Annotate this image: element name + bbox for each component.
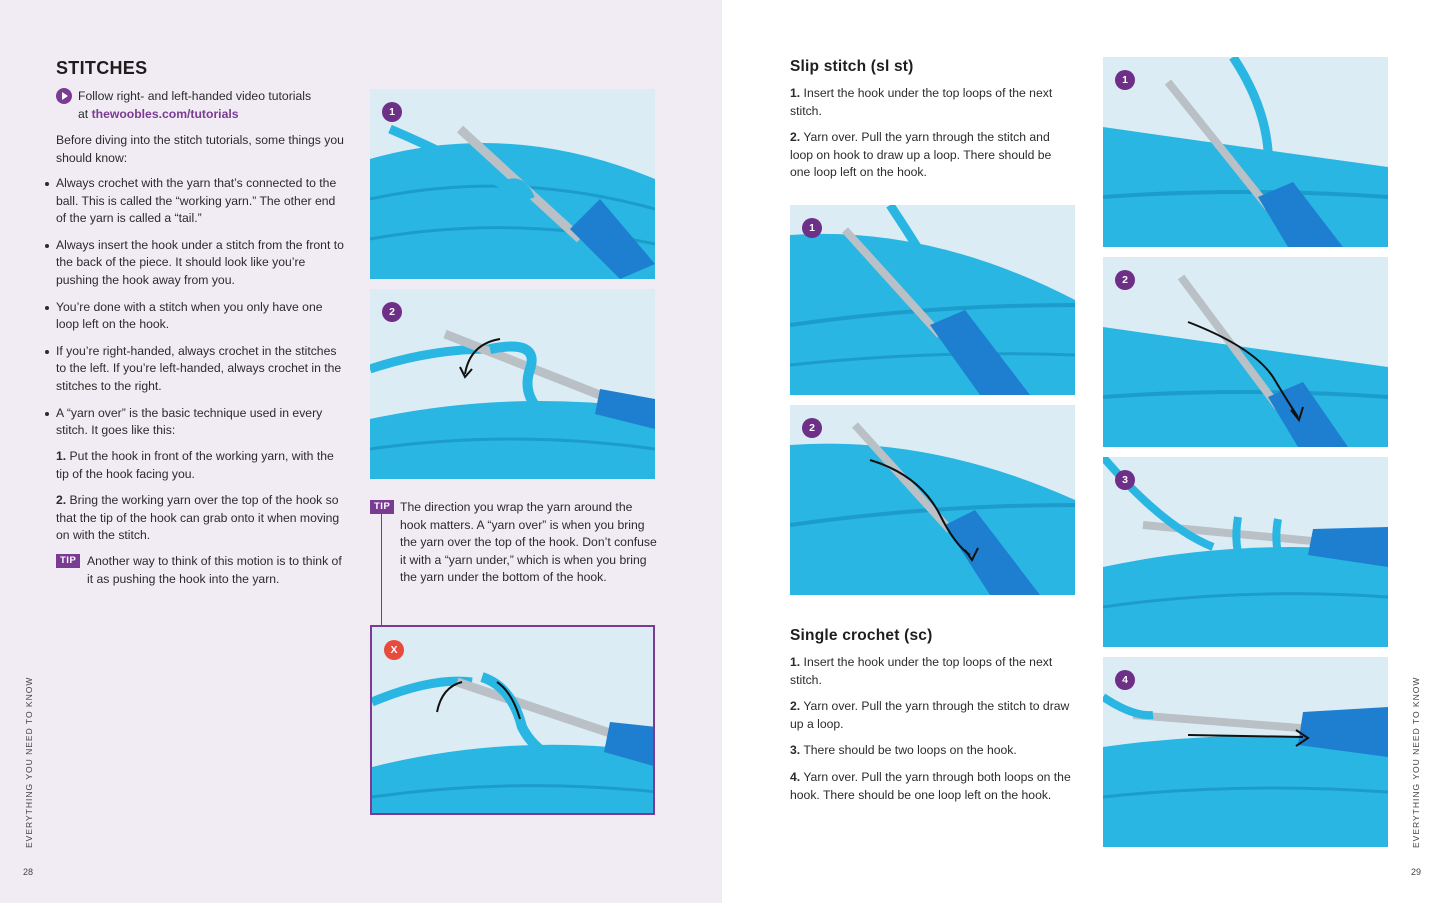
list-item: A “yarn over” is the basic technique used in every stitch. It goes like this:	[56, 405, 346, 440]
tutorial-link[interactable]: thewoobles.com/tutorials	[91, 106, 239, 121]
step-number-badge: 1	[802, 218, 822, 238]
wrong-badge: X	[384, 640, 404, 660]
step: 2. Yarn over. Pull the yarn through the stitch and loop on hook to draw up a loop. There should be one loop left on the hook.	[790, 130, 1052, 180]
intro-text: Before diving into the stitch tutorials, some things you should know:	[56, 133, 344, 165]
photo-single-crochet-2	[1103, 257, 1388, 447]
page-number: 29	[1411, 867, 1422, 877]
tip-text: Another way to think of this motion is to think of it as pushing the hook into the yarn.	[87, 554, 342, 586]
tip-badge: TIP	[370, 500, 394, 514]
photo-slip-stitch-2	[790, 405, 1075, 595]
tip-badge: TIP	[56, 554, 80, 568]
photo-single-crochet-1	[1103, 57, 1388, 247]
list-item: Always crochet with the yarn that’s connected to the ball. This is called the “working yarn.” The other end of the yarn is called a “tail.”	[56, 175, 346, 228]
step-number-badge: 2	[1115, 270, 1135, 290]
tip-connector-line	[381, 512, 382, 625]
list-item: If you’re right-handed, always crochet in the stitches to the left. If you’re left-handed, always crochet in the stitches to the right.	[56, 343, 346, 396]
side-label: EVERYTHING YOU NEED TO KNOW	[24, 676, 34, 848]
photo-single-crochet-4	[1103, 657, 1388, 847]
yarn-over-steps	[56, 448, 346, 554]
step: 2. Yarn over. Pull the yarn through the stitch to draw up a loop.	[790, 699, 1070, 731]
step: 2. Bring the working yarn over the top of the hook so that the tip of the hook can grab onto it when moving on with the stitch.	[56, 493, 340, 543]
step-number-badge: 2	[382, 302, 402, 322]
photo-single-crochet-3	[1103, 457, 1388, 647]
left-page	[0, 0, 722, 903]
page-number: 28	[23, 867, 34, 877]
crochet-photo-icon	[370, 89, 655, 279]
list-item: Always insert the hook under a stitch from the front to the back of the piece. It should look like you’re pushing the hook away from you.	[56, 237, 346, 290]
single-crochet-steps	[790, 654, 1080, 813]
tip-text: The direction you wrap the yarn around the hook matters. A “yarn over” is when you bring the yarn over the top of the hook. Don’t confuse it with a “yarn under,” which is when you bring the yarn under the bottom of the hook.	[400, 500, 657, 585]
video-note: Follow right- and left-handed video tutorials at thewoobles.com/tutorials	[78, 89, 312, 121]
play-icon[interactable]	[56, 88, 72, 104]
step-number-badge: 3	[1115, 470, 1135, 490]
step: 1. Put the hook in front of the working yarn, with the tip of the hook facing you.	[56, 449, 334, 481]
right-page	[722, 0, 1445, 903]
step: 1. Insert the hook under the top loops of the next stitch.	[790, 655, 1053, 687]
side-label: EVERYTHING YOU NEED TO KNOW	[1411, 676, 1421, 848]
photo-yarn-over-1	[370, 89, 655, 279]
photo-wrong-yarn-under	[370, 625, 655, 815]
photo-slip-stitch-1	[790, 205, 1075, 395]
step: 3. There should be two loops on the hook.	[790, 743, 1017, 758]
photo-yarn-over-2	[370, 289, 655, 479]
step: 1. Insert the hook under the top loops of the next stitch.	[790, 86, 1053, 118]
tips-list	[56, 175, 346, 449]
section-title-single-crochet: Single crochet (sc)	[790, 627, 933, 644]
step: 4. Yarn over. Pull the yarn through both loops on the hook. There should be one loop left on the hook.	[790, 769, 1071, 802]
step-number-badge: 1	[1115, 70, 1135, 90]
step-number-badge: 4	[1115, 670, 1135, 690]
step-number-badge: 1	[382, 102, 402, 122]
step-number-badge: 2	[802, 418, 822, 438]
section-title-slip-stitch: Slip stitch (sl st)	[790, 58, 914, 75]
list-item: You’re done with a stitch when you only have one loop left on the hook.	[56, 299, 346, 334]
slip-stitch-steps	[790, 85, 1075, 191]
page-title: STITCHES	[56, 58, 148, 78]
